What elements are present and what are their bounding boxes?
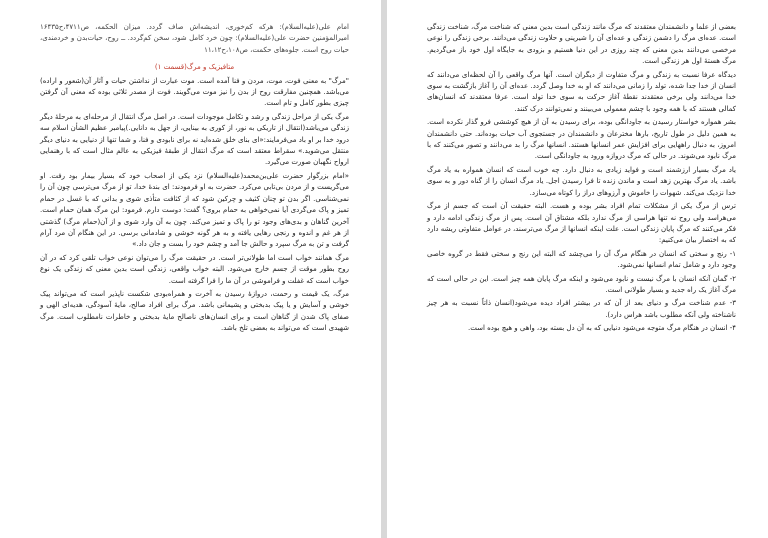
paragraph: یاد مرگ بسیار ارزشمند است و فواید زیادی به دنبال دارد. چه خوب است که انسان همواره به یاد مرگ باشد. یاد مرگ بهترین زهد است و ماندن زنده تا فرا رسیدن اجل. یاد مرگ انسان را از گناه دور و به سوی خدا نزدیک می‌کند. شهوات را خاموش و آرزوهای دراز را کوتاه می‌سازد. (427, 165, 736, 197)
hadith-reference: امام علی(علیه‌السلام): هرکه کم‌خوری، اندیشه‌اش صاف گردد. میزان الحکمه، ص۴۷۱۱،ح۱۶۴۳۵ امیرالمؤمنین حضرت علی(علیه‌السلام): چون خرد کامل شود، سخن کم‌گردد. ــ روح، حیات‌بدن و خردمندی، حیات روح است. جلوه‌های حکمت، ص۱۰۸،ح۱۱،۱۲ (40, 23, 349, 54)
left-page (0, 0, 381, 538)
paragraph: ترس از مرگ یکی از مشکلات تمام افراد بشر بوده و هست. البته حقیقت آن است که جسم از مرگ می‌هراسد ولی روح نه تنها هراسی از مرگ ندارد بلکه مشتاق آن است. پس از مرگ زندگی ادامه دارد و فکر می‌کنند که مرگ پایان زندگی است. علت اینکه انسانها از مرگ می‌ترسند، در عوامل متفاوتی ریشه دارد که به اختصار بیان می‌کنیم: (426, 202, 736, 245)
list-item: ۲- گمان آنکه انسان با مرگ نیست و نابود می‌شود و اینکه مرگ پایان همه چیز است. این در حالی است که مرگ آغاز یک راه جدید و بسیار طولانی است. (427, 274, 736, 294)
section-heading: متافیزیک و مرگ(قسمت ۱) (154, 63, 235, 72)
paragraph: بعضی از علما و دانشمندان معتقدند که مرگ مانند زندگی است بدین معنی که شناخت مرگ، شناخت زندگی است. عده‌ای مرگ را دشمن زندگی و عده‌ای آن را شیرینی و حلاوت زندگی می‌دانند. برخی زندگی را نوعی مرخصی می‌دانند بدین معنی که چند روزی در این دنیا هستیم و بزودی به جایگاه اول خود باز می‌گردیم. مرگ هستهٔ اول هر زندگی است. (427, 23, 736, 66)
paragraph: مرگ، یک قیمت و رحمت، دروازهٔ رسیدن به آخرت و همراه‌بودی شکست ناپذیر است که می‌تواند پیک خوشی و آسایش و یا پیک بدبختی و پشیمانی باشد. مرگ برای افراد صالح، مایهٔ آسودگی، هدیه‌ای الهی و صفای پاک شدن از گناهان است و برای انسان‌های ناصالح مایهٔ بدبختی و خاطرات نامطلوب است. مرگ شهیدی است که می‌تواند به بعضی تلخ باشد. (40, 289, 349, 333)
paragraph: مرگ همانند خواب است اما طولانی‌تر است. در حقیقت مرگ را می‌توان نوعی خواب تلقی کرد که در آن روح بطور موقت از جسم خارج می‌شود. البته خواب واقعی، زندگی است بدین معنی که زندگی یک نوع خواب است که غفلت و فراموشی در آن ما را فرا گرفته است. (40, 253, 349, 285)
paragraph: مرگ یکی از مراحل زندگی و رشد و تکامل موجودات است. در اصل مرگ انتقال از مرحله‌ای به مرحلهٔ دیگر زندگی می‌باشد(انتقال از تاریکی به نور، از کوری به بینایی، از جهل به دانایی.)پیامبر عظیم الشأن اسلام سه درود خدا بر او باد می‌فرمایند:«ای بنای خلق شده‌اید نه برای نابودی و فنا، و شما تنها از دنیایی به دنیای دیگر منتقل می‌شوید.» سقراط معتقد است که مرگ انتقال از طبقهٔ فیزیکی به عالم مثال است که با رهنمایی ارواح نگهبان صورت می‌گیرد. (40, 112, 349, 167)
left-column (40, 22, 349, 337)
paragraph: «امام بزرگوار حضرت علی‌بن‌محمد(علیه‌السلام) نزد یکی از اصحاب خود که بسیار بیمار بود رفت. او می‌گریست و از مردن بی‌تابی می‌کرد. حضرت به او فرمودند: ای بندهٔ خدا، تو از مرگ می‌ترسی چون آن را نمی‌شناسی. اگر بدن تو چنان کثیف و چرکین شود که از کثافت متأذی شوی و بدانی که با غسل در حمام تمیز و پاک می‌گردی آیا نمی‌خواهی به حمام بروی؟ گفت: دوست دارم. فرمود: این مرگ همان حمام است. آخرین گناهان و بدی‌های وجود تو را پاک و تمیز می‌کند. چون به آن وارد شوی و از آن(حمام مرگ) گذشتی از هر غم و اندوه و رنجی رهایی یافته و به هر گونه خوشی و شادمانی برسی. در این هنگام آن مرد آرام گرفت و تن به مرگ سپرد و حالش جا آمد و چشم خود را بست و جان داد.» (40, 171, 349, 249)
paragraph: دیدگاه عرفا نسبت به زندگی و مرگ متفاوت از دیگران است. آنها مرگ واقعی را آن لحظه‌ای می‌دانند که انسان از خدا جدا شده، تولد را زمانی می‌دانند که او به خدا وصل گردد. عده‌ای آن را آغاز بازگشت به سوی خدا می‌دانند ولی برخی معتقدند نقطهٔ آغاز حرکت به سوی خدا تولد است. عرفا معتقدند که انسان‌های کمالی هستند که با همه وجود با چشم معمولی می‌بینند و نمی‌توانند درک کنند. (427, 70, 736, 113)
paragraph: بشر همواره خواستار رسیدن به جاودانگی بوده، برای رسیدن به آن از هیچ کوششی فرو گذار نکرده است. به همین دلیل در طول تاریخ، بارها مخترعان و دانشمندان در جستجوی آب حیات بوده‌اند. حتی دانشمندان امروز، به دنبال راههایی برای افزایش عمر انسانها هستند. انسانها مرگ را بد می‌دانند و تصور می‌کنند که با مرگ نابود می‌شوند. در حالی که مرگ دروازه ورود به جاودانگی است. (427, 118, 736, 161)
right-page (387, 0, 768, 538)
list-item: ۳- عدم شناخت مرگ و دنیای بعد از آن که در بیشتر افراد دیده می‌شود(انسان ذاتاً نسبت به هر چیز ناشناخته ولی آنکه مطلوب باشد هراس دارد). (427, 299, 736, 319)
list-item: ۴- انسان در هنگام مرگ متوجه می‌شود دنیایی که به آن دل بسته بود، واهی و هیچ بوده است. (468, 324, 736, 333)
right-column (427, 22, 736, 337)
paragraph: "مرگ" به معنی فوت، موت، مردن و فنا آمده است. موت عبارت از نداشتن حیات و آثار آن(شعور و اراده) می‌باشد. همچنین مفارقت روح از بدن را نیز موت می‌گویند. فوت از مصدر ثلاثی بوده که معنی آن گرفتن چیزی بطور کامل و تام است. (40, 76, 349, 108)
list-item: ۱- رنج و سختی که انسان در هنگام مرگ آن را می‌چشد که البته این رنج و سختی فقط در گروه خاصی وجود دارد و شامل تمام انسانها نمی‌شود. (427, 249, 736, 270)
